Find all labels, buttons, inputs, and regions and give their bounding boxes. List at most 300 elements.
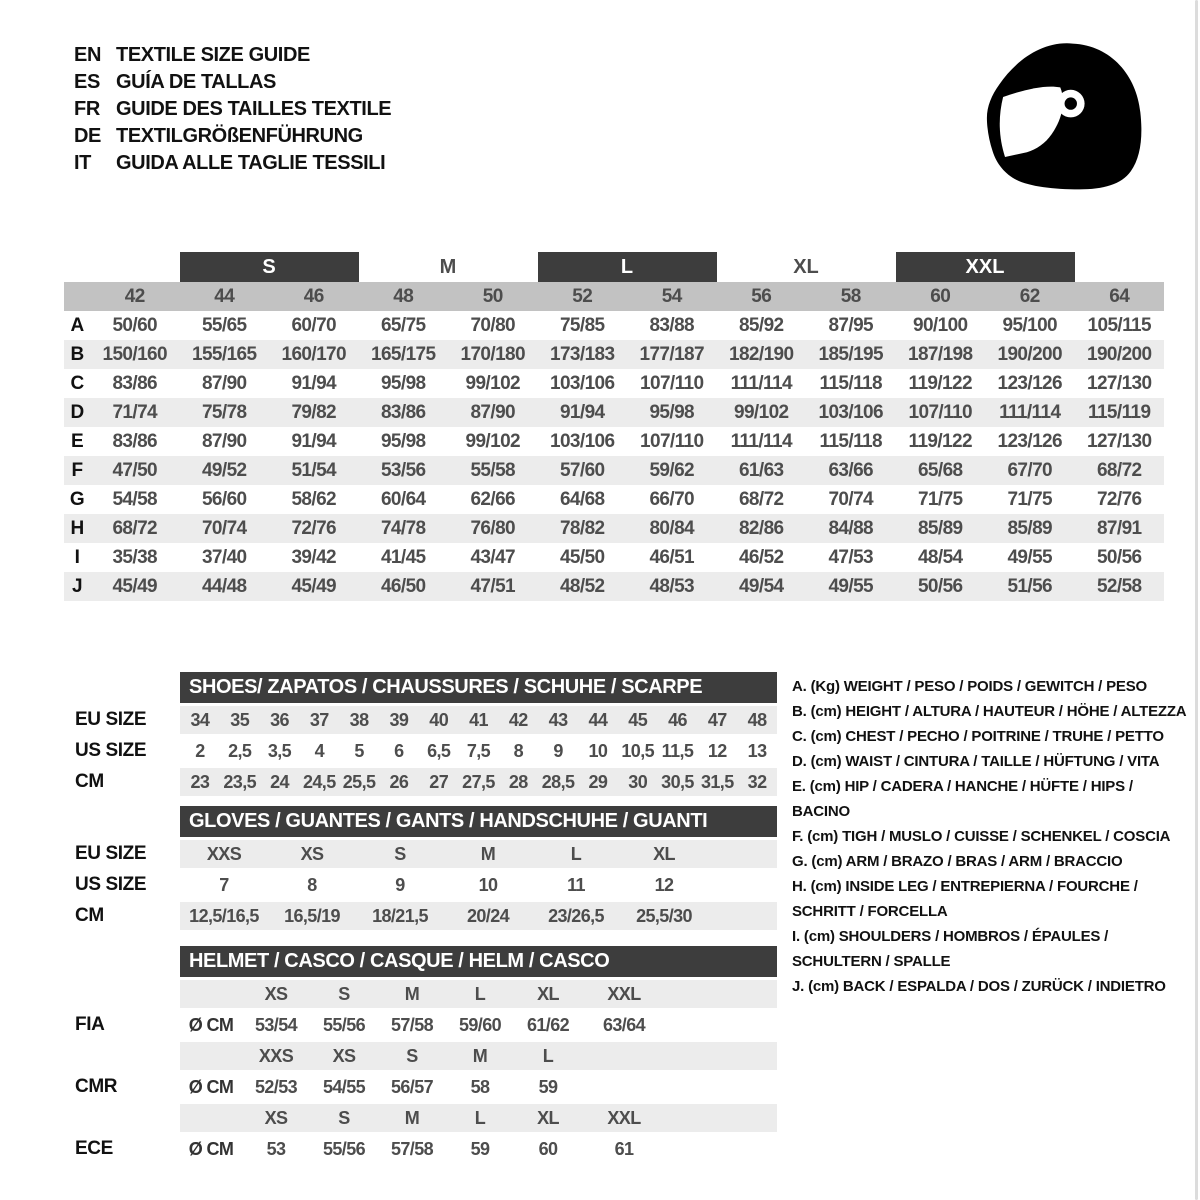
language-title-row bbox=[74, 150, 391, 177]
shoes-us-value: 6,5 bbox=[427, 740, 451, 761]
size-number: 46 bbox=[303, 285, 324, 307]
size-range-value: 52/58 bbox=[1096, 575, 1142, 597]
gloves-us-value: 7 bbox=[219, 874, 229, 895]
measure-letter: C bbox=[70, 372, 84, 394]
size-range-value: 187/198 bbox=[908, 343, 973, 365]
size-number-header-row bbox=[64, 282, 1164, 311]
shoes-cm-value: 25,5 bbox=[342, 771, 376, 792]
legend-item: A. (Kg) WEIGHT / PESO / POIDS / GEWITCH / PESO bbox=[792, 678, 1147, 695]
gloves-cm-value: 23/26,5 bbox=[548, 905, 604, 926]
gloves-cm-value: 25,5/30 bbox=[636, 905, 692, 926]
helmet-standard-cmr: CMR bbox=[75, 1076, 118, 1097]
size-range-value: 127/130 bbox=[1087, 430, 1152, 452]
size-range-value: 83/86 bbox=[112, 372, 158, 394]
shoes-table bbox=[64, 672, 777, 796]
size-range-value: 90/100 bbox=[912, 314, 968, 336]
helmet-size-label: M bbox=[404, 1107, 420, 1128]
legend-item: I. (cm) SHOULDERS / HOMBROS / ÉPAULES / SCHULTERN / SPALLE bbox=[792, 928, 1109, 970]
size-range-value: 103/106 bbox=[818, 401, 883, 423]
language-title: TEXTILGRÖßENFÜHRUNG bbox=[116, 125, 363, 147]
gloves-us-label: US SIZE bbox=[75, 874, 147, 895]
measure-letter: I bbox=[74, 546, 80, 568]
helmet-size-label: L bbox=[474, 1107, 486, 1128]
gloves-eu-value: M bbox=[480, 843, 496, 864]
helmet-fia-value: 57/58 bbox=[390, 1014, 434, 1035]
helmet-ece-sizes-row bbox=[64, 1104, 777, 1132]
size-range-value: 71/75 bbox=[917, 488, 963, 510]
size-range-value: 95/100 bbox=[1002, 314, 1057, 336]
size-number: 60 bbox=[930, 285, 951, 307]
shoes-us-value: 12 bbox=[707, 740, 727, 761]
language-title-list bbox=[74, 42, 391, 177]
size-range-value: 70/74 bbox=[201, 517, 247, 539]
size-range-value: 63/66 bbox=[828, 459, 874, 481]
size-range-value: 37/40 bbox=[201, 546, 247, 568]
gloves-eu-value: XS bbox=[300, 843, 324, 864]
size-range-value: 78/82 bbox=[559, 517, 605, 539]
size-range-value: 51/54 bbox=[291, 459, 337, 481]
size-range-value: 74/78 bbox=[380, 517, 426, 539]
size-range-value: 54/58 bbox=[112, 488, 158, 510]
size-range-value: 43/47 bbox=[470, 546, 516, 568]
helmet-size-label: XXL bbox=[607, 983, 641, 1004]
size-range-value: 50/56 bbox=[917, 575, 963, 597]
size-number: 42 bbox=[124, 285, 145, 307]
shoes-eu-value: 38 bbox=[349, 709, 369, 730]
helmet-cmr-value: 54/55 bbox=[322, 1076, 366, 1097]
size-table-row bbox=[64, 514, 1164, 543]
size-range-value: 177/187 bbox=[639, 343, 704, 365]
helmet-size-label: M bbox=[472, 1045, 488, 1066]
size-table-row bbox=[64, 572, 1164, 601]
helmet-fia-value: 63/64 bbox=[602, 1014, 646, 1035]
size-band-row bbox=[64, 252, 1164, 282]
size-range-value: 48/53 bbox=[649, 575, 695, 597]
shoes-eu-label: EU SIZE bbox=[75, 709, 147, 730]
helmet-fia-sizes-row bbox=[64, 980, 777, 1008]
size-range-value: 45/49 bbox=[112, 575, 158, 597]
shoes-cm-label: CM bbox=[75, 771, 104, 792]
size-range-value: 68/72 bbox=[738, 488, 784, 510]
size-range-value: 82/86 bbox=[738, 517, 784, 539]
helmet-size-label: XS bbox=[264, 1107, 288, 1128]
size-range-value: 68/72 bbox=[1096, 459, 1142, 481]
measure-letter: H bbox=[70, 517, 84, 539]
helmet-size-label: XXS bbox=[258, 1045, 294, 1066]
helmet-size-label: XL bbox=[537, 1107, 559, 1128]
helmet-size-label: XS bbox=[264, 983, 288, 1004]
size-range-value: 95/98 bbox=[380, 430, 426, 452]
language-title: TEXTILE SIZE GUIDE bbox=[116, 44, 310, 66]
shoes-cm-value: 32 bbox=[747, 771, 767, 792]
size-range-value: 185/195 bbox=[818, 343, 883, 365]
size-range-value: 99/102 bbox=[465, 430, 520, 452]
shoes-cm-value: 27 bbox=[429, 771, 449, 792]
shoes-eu-value: 48 bbox=[747, 709, 767, 730]
gloves-cm-value: 18/21,5 bbox=[372, 905, 428, 926]
size-range-value: 45/49 bbox=[291, 575, 337, 597]
size-number: 54 bbox=[661, 285, 682, 307]
helmet-header-bar: HELMET / CASCO / CASQUE / HELM / CASCO bbox=[180, 946, 777, 977]
size-range-value: 115/118 bbox=[819, 372, 882, 394]
size-number: 62 bbox=[1019, 285, 1040, 307]
size-range-value: 91/94 bbox=[559, 401, 605, 423]
language-title-row bbox=[74, 69, 391, 96]
shoes-eu-row bbox=[64, 706, 777, 734]
shoes-cm-value: 30 bbox=[628, 771, 648, 792]
size-table-row bbox=[64, 398, 1164, 427]
size-number: 58 bbox=[840, 285, 861, 307]
helmet-cmr-value: 59 bbox=[538, 1076, 558, 1097]
size-range-value: 47/51 bbox=[470, 575, 516, 597]
size-range-value: 107/110 bbox=[640, 372, 704, 394]
gloves-us-row bbox=[64, 871, 777, 899]
shoes-eu-value: 42 bbox=[508, 709, 528, 730]
size-range-value: 107/110 bbox=[640, 430, 704, 452]
size-range-value: 64/68 bbox=[559, 488, 605, 510]
shoes-eu-value: 45 bbox=[628, 709, 648, 730]
size-range-value: 80/84 bbox=[649, 517, 695, 539]
shoes-eu-value: 36 bbox=[270, 709, 289, 730]
gloves-us-value: 8 bbox=[307, 874, 317, 895]
size-range-value: 70/74 bbox=[828, 488, 874, 510]
language-title: GUIDE DES TAILLES TEXTILE bbox=[116, 98, 392, 120]
gloves-table bbox=[64, 806, 777, 930]
size-range-value: 68/72 bbox=[112, 517, 158, 539]
size-range-value: 65/68 bbox=[917, 459, 963, 481]
size-range-value: 99/102 bbox=[733, 401, 789, 423]
gloves-us-value: 9 bbox=[395, 874, 405, 895]
size-range-value: 50/60 bbox=[112, 314, 158, 336]
shoes-us-value: 9 bbox=[553, 740, 563, 761]
size-range-value: 99/102 bbox=[465, 372, 520, 394]
helmet-ece-value: 53 bbox=[266, 1138, 286, 1159]
shoes-us-value: 10 bbox=[588, 740, 608, 761]
size-range-value: 115/118 bbox=[819, 430, 882, 452]
size-band-xl: XL bbox=[793, 255, 819, 278]
size-range-value: 49/52 bbox=[201, 459, 247, 481]
size-number: 50 bbox=[482, 285, 503, 307]
measure-letter: J bbox=[72, 575, 82, 597]
shoes-eu-value: 37 bbox=[309, 709, 329, 730]
size-range-value: 65/75 bbox=[380, 314, 426, 336]
language-title-row bbox=[74, 42, 391, 69]
gloves-us-value: 10 bbox=[478, 874, 498, 895]
shoes-us-value: 2 bbox=[195, 740, 205, 761]
shoes-cm-value: 31,5 bbox=[700, 771, 734, 792]
size-range-value: 39/42 bbox=[291, 546, 337, 568]
size-range-value: 85/92 bbox=[738, 314, 784, 336]
size-range-value: 50/56 bbox=[1096, 546, 1142, 568]
size-range-value: 58/62 bbox=[291, 488, 337, 510]
shoes-cm-value: 28 bbox=[508, 771, 528, 792]
size-range-value: 72/76 bbox=[291, 517, 337, 539]
shoes-us-value: 13 bbox=[747, 740, 767, 761]
shoes-cm-value: 29 bbox=[588, 771, 608, 792]
size-number: 52 bbox=[572, 285, 593, 307]
racing-helmet-icon bbox=[985, 38, 1147, 199]
helmet-ece-values-row bbox=[64, 1135, 777, 1163]
size-range-value: 85/89 bbox=[1007, 517, 1053, 539]
helmet-size-label: XXL bbox=[607, 1107, 641, 1128]
size-range-value: 75/78 bbox=[201, 401, 247, 423]
shoes-us-value: 4 bbox=[314, 740, 324, 761]
shoes-cm-value: 26 bbox=[389, 771, 409, 792]
size-range-value: 87/90 bbox=[201, 430, 247, 452]
size-range-value: 165/175 bbox=[371, 343, 436, 365]
size-range-value: 83/86 bbox=[380, 401, 426, 423]
helmet-cmr-sizes-row bbox=[64, 1042, 777, 1070]
letter-column-spacer bbox=[64, 282, 90, 311]
size-range-value: 49/54 bbox=[738, 575, 784, 597]
size-range-value: 91/94 bbox=[291, 372, 337, 394]
size-range-value: 72/76 bbox=[1096, 488, 1142, 510]
language-title: GUIDA ALLE TAGLIE TESSILI bbox=[116, 152, 386, 174]
size-range-value: 62/66 bbox=[470, 488, 516, 510]
legend-item: H. (cm) INSIDE LEG / ENTREPIERNA / FOURCHE / SCHRITT / FORCELLA bbox=[792, 878, 1138, 920]
shoes-eu-value: 44 bbox=[588, 709, 608, 730]
shoes-us-value: 5 bbox=[354, 740, 364, 761]
helmet-table bbox=[64, 946, 777, 1163]
size-range-value: 127/130 bbox=[1087, 372, 1152, 394]
measure-letter: A bbox=[70, 314, 84, 336]
language-title-row bbox=[74, 96, 391, 123]
size-range-value: 103/106 bbox=[550, 372, 615, 394]
size-range-value: 45/50 bbox=[559, 546, 605, 568]
shoes-us-value: 7,5 bbox=[466, 740, 491, 761]
helmet-size-label: XL bbox=[537, 983, 559, 1004]
shoes-eu-value: 39 bbox=[389, 709, 409, 730]
shoes-eu-value: 40 bbox=[429, 709, 449, 730]
helmet-ece-value: 61 bbox=[614, 1138, 634, 1159]
size-number: 48 bbox=[393, 285, 414, 307]
helmet-ece-value: 59 bbox=[470, 1138, 490, 1159]
size-range-value: 170/180 bbox=[460, 343, 525, 365]
size-band-s: S bbox=[180, 252, 359, 282]
shoes-eu-value: 41 bbox=[469, 709, 488, 730]
language-title: GUÍA DE TALLAS bbox=[116, 71, 276, 93]
size-range-value: 111/114 bbox=[730, 372, 792, 394]
size-range-value: 49/55 bbox=[1007, 546, 1053, 568]
legend-item: G. (cm) ARM / BRAZO / BRAS / ARM / BRACCIO bbox=[792, 853, 1123, 870]
language-title-row bbox=[74, 123, 391, 150]
legend-item: C. (cm) CHEST / PECHO / POITRINE / TRUHE / PETTO bbox=[792, 728, 1164, 745]
gloves-eu-value: S bbox=[394, 843, 406, 864]
helmet-fia-value: 59/60 bbox=[458, 1014, 502, 1035]
size-range-value: 71/74 bbox=[112, 401, 158, 423]
shoes-eu-value: 47 bbox=[707, 709, 727, 730]
gloves-eu-value: XL bbox=[653, 843, 675, 864]
size-range-value: 119/122 bbox=[908, 430, 972, 452]
size-range-value: 46/50 bbox=[380, 575, 426, 597]
size-range-value: 190/200 bbox=[1087, 343, 1152, 365]
helmet-size-label: S bbox=[338, 983, 350, 1004]
size-table-row bbox=[64, 427, 1164, 456]
shoes-cm-value: 27,5 bbox=[462, 771, 495, 792]
diameter-column-spacer bbox=[180, 1104, 242, 1132]
helmet-size-label: L bbox=[542, 1045, 554, 1066]
shoes-us-value: 10,5 bbox=[621, 740, 655, 761]
shoes-cm-value: 23,5 bbox=[223, 771, 257, 792]
helmet-size-label: XS bbox=[332, 1045, 356, 1066]
helmet-standard-fia: FIA bbox=[75, 1014, 105, 1035]
size-range-value: 48/54 bbox=[917, 546, 963, 568]
size-range-value: 91/94 bbox=[291, 430, 337, 452]
size-range-value: 123/126 bbox=[997, 430, 1062, 452]
shoes-us-value: 11,5 bbox=[661, 740, 694, 761]
size-range-value: 75/85 bbox=[559, 314, 605, 336]
shoes-header-bar: SHOES/ ZAPATOS / CHAUSSURES / SCHUHE / SCARPE bbox=[180, 672, 777, 703]
size-range-value: 46/51 bbox=[649, 546, 695, 568]
measure-letter: F bbox=[71, 459, 83, 481]
size-number: 44 bbox=[214, 285, 235, 307]
diameter-column-spacer bbox=[180, 1042, 242, 1070]
size-table-row bbox=[64, 340, 1164, 369]
helmet-ece-value: 55/56 bbox=[322, 1138, 366, 1159]
size-range-value: 55/65 bbox=[201, 314, 247, 336]
shoes-cm-row bbox=[64, 768, 777, 796]
gloves-eu-value: L bbox=[570, 843, 582, 864]
size-range-value: 70/80 bbox=[470, 314, 516, 336]
helmet-fia-value: 61/62 bbox=[526, 1014, 570, 1035]
size-range-value: 67/70 bbox=[1007, 459, 1053, 481]
size-range-value: 41/45 bbox=[380, 546, 426, 568]
gloves-us-value: 11 bbox=[567, 874, 585, 895]
size-range-value: 66/70 bbox=[649, 488, 695, 510]
size-range-value: 85/89 bbox=[917, 517, 963, 539]
size-range-value: 60/64 bbox=[380, 488, 426, 510]
size-table-row bbox=[64, 485, 1164, 514]
legend-item: B. (cm) HEIGHT / ALTURA / HAUTEUR / HÖHE / ALTEZZA bbox=[792, 703, 1187, 720]
size-range-value: 83/88 bbox=[649, 314, 695, 336]
shoes-us-row bbox=[64, 737, 777, 765]
legend-item: F. (cm) TIGH / MUSLO / CUISSE / SCHENKEL / COSCIA bbox=[792, 828, 1171, 845]
helmet-diameter-label: Ø CM bbox=[188, 1138, 234, 1159]
size-range-value: 150/160 bbox=[102, 343, 167, 365]
helmet-fia-value: 55/56 bbox=[322, 1014, 366, 1035]
helmet-cmr-values-row bbox=[64, 1073, 777, 1101]
size-range-value: 111/114 bbox=[730, 430, 792, 452]
shoes-cm-value: 24,5 bbox=[302, 771, 336, 792]
gloves-header-bar: GLOVES / GUANTES / GANTS / HANDSCHUHE / GUANTI bbox=[180, 806, 777, 837]
size-range-value: 173/183 bbox=[550, 343, 615, 365]
size-table-row bbox=[64, 369, 1164, 398]
size-range-value: 51/56 bbox=[1007, 575, 1053, 597]
helmet-size-label: S bbox=[406, 1045, 418, 1066]
legend-item: J. (cm) BACK / ESPALDA / DOS / ZURÜCK / INDIETRO bbox=[792, 978, 1166, 995]
gloves-cm-value: 20/24 bbox=[466, 905, 510, 926]
helmet-size-label: S bbox=[338, 1107, 350, 1128]
size-range-value: 87/90 bbox=[470, 401, 516, 423]
size-range-value: 155/165 bbox=[192, 343, 257, 365]
size-range-value: 105/115 bbox=[1087, 314, 1151, 336]
size-range-value: 46/52 bbox=[738, 546, 784, 568]
language-code: EN bbox=[74, 44, 101, 66]
helmet-fia-values-row bbox=[64, 1011, 777, 1039]
shoes-us-value: 3,5 bbox=[267, 740, 292, 761]
size-range-value: 119/122 bbox=[908, 372, 972, 394]
helmet-cmr-value: 58 bbox=[470, 1076, 490, 1097]
shoes-eu-value: 43 bbox=[548, 709, 568, 730]
gloves-cm-value: 12,5/16,5 bbox=[189, 905, 259, 926]
size-range-value: 115/119 bbox=[1088, 401, 1151, 423]
helmet-diameter-label: Ø CM bbox=[188, 1076, 234, 1097]
gloves-cm-label: CM bbox=[75, 905, 104, 926]
size-range-value: 103/106 bbox=[550, 430, 615, 452]
helmet-ece-value: 60 bbox=[538, 1138, 558, 1159]
size-range-value: 59/62 bbox=[649, 459, 695, 481]
gloves-eu-value: XXS bbox=[206, 843, 242, 864]
size-range-value: 61/63 bbox=[738, 459, 784, 481]
shoes-cm-value: 30,5 bbox=[661, 771, 694, 792]
size-range-value: 107/110 bbox=[908, 401, 972, 423]
language-code: DE bbox=[74, 125, 101, 147]
size-table-row bbox=[64, 311, 1164, 340]
shoes-us-value: 6 bbox=[394, 740, 404, 761]
language-code: FR bbox=[74, 98, 100, 120]
size-range-value: 190/200 bbox=[997, 343, 1062, 365]
textile-size-table bbox=[64, 252, 1164, 601]
shoes-eu-value: 34 bbox=[190, 709, 210, 730]
measure-letter: E bbox=[70, 430, 84, 452]
size-range-value: 55/58 bbox=[470, 459, 516, 481]
size-range-value: 44/48 bbox=[201, 575, 247, 597]
size-range-value: 84/88 bbox=[828, 517, 874, 539]
size-range-value: 48/52 bbox=[559, 575, 605, 597]
size-range-value: 79/82 bbox=[291, 401, 337, 423]
size-table-row bbox=[64, 456, 1164, 485]
size-range-value: 87/91 bbox=[1096, 517, 1142, 539]
helmet-cmr-value: 56/57 bbox=[390, 1076, 434, 1097]
gloves-eu-label: EU SIZE bbox=[75, 843, 147, 864]
size-number: 64 bbox=[1109, 285, 1130, 307]
helmet-ece-value: 57/58 bbox=[390, 1138, 434, 1159]
size-range-value: 35/38 bbox=[112, 546, 158, 568]
size-range-value: 47/50 bbox=[112, 459, 158, 481]
shoes-cm-value: 23 bbox=[190, 771, 210, 792]
measure-letter: G bbox=[69, 488, 85, 510]
shoes-eu-value: 46 bbox=[668, 709, 687, 730]
size-range-value: 60/70 bbox=[291, 314, 337, 336]
size-table-row bbox=[64, 543, 1164, 572]
size-range-value: 160/170 bbox=[281, 343, 346, 365]
shoes-eu-value: 35 bbox=[230, 709, 250, 730]
diameter-column-spacer bbox=[180, 980, 242, 1008]
measure-letter: B bbox=[70, 343, 84, 365]
helmet-size-label: L bbox=[474, 983, 486, 1004]
size-range-value: 53/56 bbox=[380, 459, 426, 481]
helmet-standard-ece: ECE bbox=[75, 1138, 113, 1159]
shoes-cm-value: 24 bbox=[270, 771, 289, 792]
size-table-body bbox=[64, 311, 1164, 601]
size-band-l: L bbox=[538, 252, 717, 282]
gloves-cm-row bbox=[64, 902, 777, 930]
helmet-diameter-label: Ø CM bbox=[188, 1014, 234, 1035]
gloves-eu-row bbox=[64, 840, 777, 868]
gloves-cm-value: 16,5/19 bbox=[284, 905, 340, 926]
shoes-us-value: 2,5 bbox=[228, 740, 252, 761]
shoes-us-value: 8 bbox=[513, 740, 523, 761]
measure-letter: D bbox=[70, 401, 84, 423]
helmet-fia-value: 53/54 bbox=[254, 1014, 298, 1035]
legend-item: E. (cm) HIP / CADERA / HANCHE / HÜFTE / HIPS / BACINO bbox=[792, 778, 1133, 820]
size-range-value: 56/60 bbox=[201, 488, 247, 510]
size-range-value: 83/86 bbox=[112, 430, 158, 452]
language-code: ES bbox=[74, 71, 100, 93]
size-band-m: M bbox=[439, 255, 457, 278]
size-range-value: 87/95 bbox=[828, 314, 874, 336]
helmet-cmr-value: 52/53 bbox=[254, 1076, 298, 1097]
